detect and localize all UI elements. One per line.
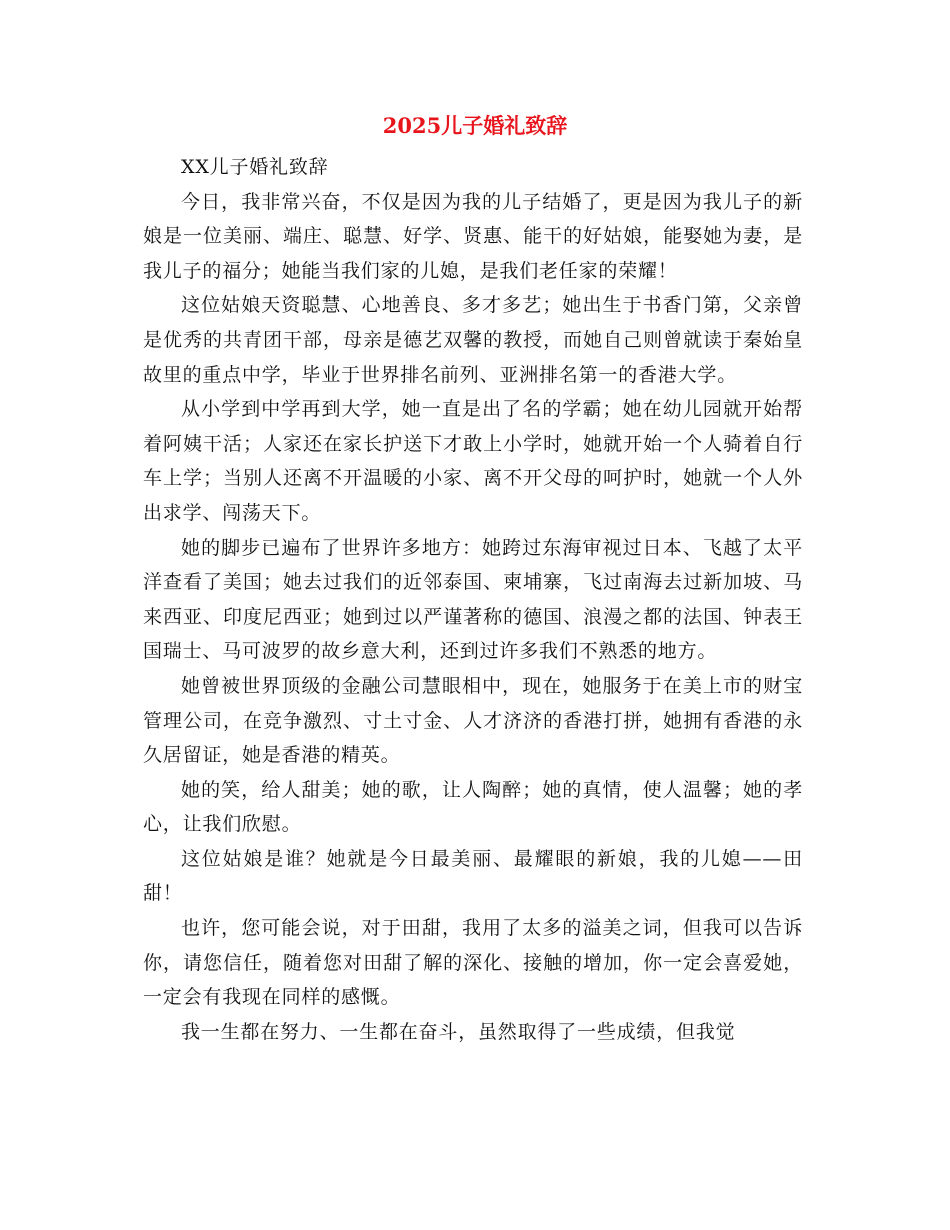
paragraph: 从小学到中学再到大学，她一直是出了名的学霸；她在幼儿园就开始帮着阿姨干活；人家还在家长护送下才敢上小学时，她就开始一个人骑着自行车上学；当别人还离不开温暖的小家、离不开父母的呵护时，她就一个人外出求学、闯荡天下。	[143, 398, 803, 524]
document-body	[143, 150, 803, 1049]
paragraph: 也许，您可能会说，对于田甜，我用了太多的溢美之词，但我可以告诉你，请您信任，随着您对田甜了解的深化、接触的增加，你一定会喜爱她，一定会有我现在同样的感慨。	[143, 917, 803, 1009]
paragraph: 这位姑娘天资聪慧、心地善良、多才多艺；她出生于书香门第，父亲曾是优秀的共青团干部，母亲是德艺双馨的教授，而她自己则曾就读于秦始皇故里的重点中学，毕业于世界排名前列、亚洲排名第一的香港大学。	[143, 294, 803, 386]
paragraph: 她的脚步已遍布了世界许多地方：她跨过东海审视过日本、飞越了太平洋查看了美国；她去过我们的近邻泰国、柬埔寨，飞过南海去过新加坡、马来西亚、印度尼西亚；她到过以严谨著称的德国、浪漫之都的法国、钟表王国瑞士、马可波罗的故乡意大利，还到过许多我们不熟悉的地方。	[143, 536, 803, 663]
paragraph: 今日，我非常兴奋，不仅是因为我的儿子结婚了，更是因为我儿子的新娘是一位美丽、端庄、聪慧、好学、贤惠、能干的好姑娘，能娶她为妻，是我儿子的福分；她能当我们家的儿媳，是我们老任家的荣耀！	[143, 190, 803, 282]
paragraph: 她的笑，给人甜美；她的歌，让人陶醉；她的真情，使人温馨；她的孝心，让我们欣慰。	[143, 778, 803, 836]
paragraph: 这位姑娘是谁？她就是今日最美丽、最耀眼的新娘，我的儿媳——田甜！	[143, 847, 803, 905]
paragraph: 她曾被世界顶级的金融公司慧眼相中，现在，她服务于在美上市的财宝管理公司，在竞争激烈、寸土寸金、人才济济的香港打拼，她拥有香港的永久居留证，她是香港的精英。	[143, 674, 803, 767]
document-title: 2025儿子婚礼致辞	[382, 113, 568, 138]
paragraph-subtitle: XX儿子婚礼致辞	[181, 156, 329, 178]
paragraph: 我一生都在努力、一生都在奋斗，虽然取得了一些成绩，但我觉	[181, 1020, 736, 1043]
